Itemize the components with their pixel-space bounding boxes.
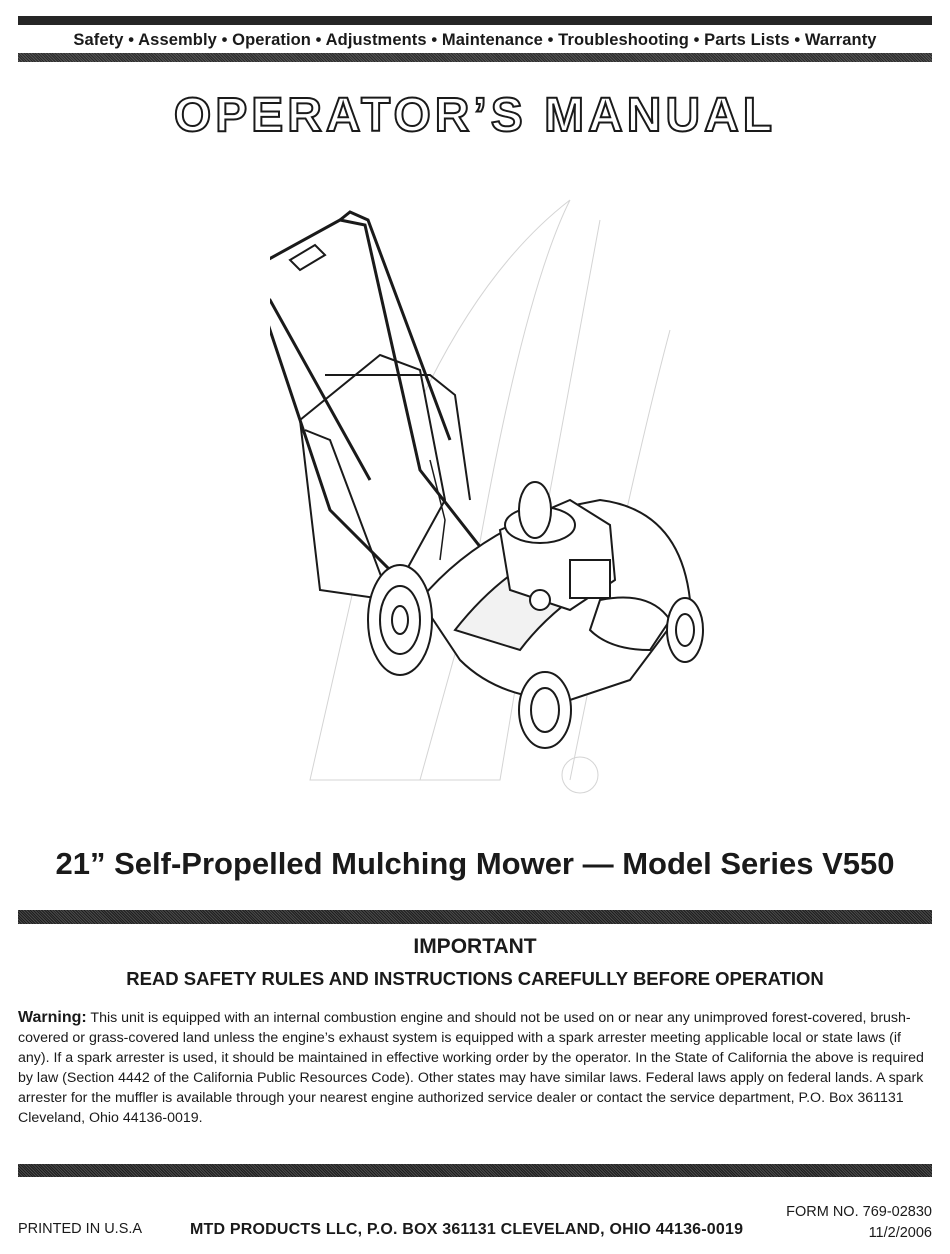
important-heading: IMPORTANT — [413, 935, 537, 958]
warning-label: Warning: — [18, 1009, 87, 1026]
top-hatched-rule — [18, 53, 932, 62]
print-date: 11/2/2006 — [868, 1225, 932, 1241]
rear-right-wheel — [667, 598, 703, 662]
company-address: MTD PRODUCTS LLC, P.O. BOX 361131 CLEVELAND, OHIO 44136-0019 — [190, 1221, 744, 1238]
bottom-hatched-rule — [18, 1164, 932, 1177]
warning-text: This unit is equipped with an internal combustion engine and should not be used on or near any unimproved forest-covered, brush-covered or grass-covered land unless the engine’s exhaust system is equipped with a spark arrester meeting applicable local or state laws (if any). If a spark arrester is used, it should be maintained in effective working order by the operator. In the State of California the above is required by law (Section 4442 of the California Public Resources Code). Other states may have similar laws. Federal laws apply on federal lands. A spark arrester for the muffler is available through your nearest engine authorized service dealer or contact the service department, P.O. Box 361131 Cleveland, Ohio 44136-0019. — [18, 1010, 924, 1126]
front-right-wheel — [519, 482, 551, 538]
printed-in: PRINTED IN U.S.A — [18, 1221, 143, 1237]
front-left-wheel — [368, 565, 432, 675]
lawn-mower-illustration — [270, 180, 730, 820]
warning-paragraph — [18, 1008, 934, 1128]
form-number: FORM NO. 769-02830 — [786, 1204, 932, 1220]
read-safety-heading: READ SAFETY RULES AND INSTRUCTIONS CAREFULLY BEFORE OPERATION — [126, 968, 824, 989]
rear-left-wheel — [519, 672, 571, 748]
sections-list: Safety • Assembly • Operation • Adjustments • Maintenance • Troubleshooting • Parts Lists • Warranty — [73, 31, 877, 49]
top-rule — [18, 16, 932, 25]
manual-title: OPERATOR’S MANUAL — [173, 89, 777, 142]
product-title: 21” Self-Propelled Mulching Mower — Model Series V550 — [55, 846, 895, 881]
middle-hatched-rule — [18, 910, 932, 924]
